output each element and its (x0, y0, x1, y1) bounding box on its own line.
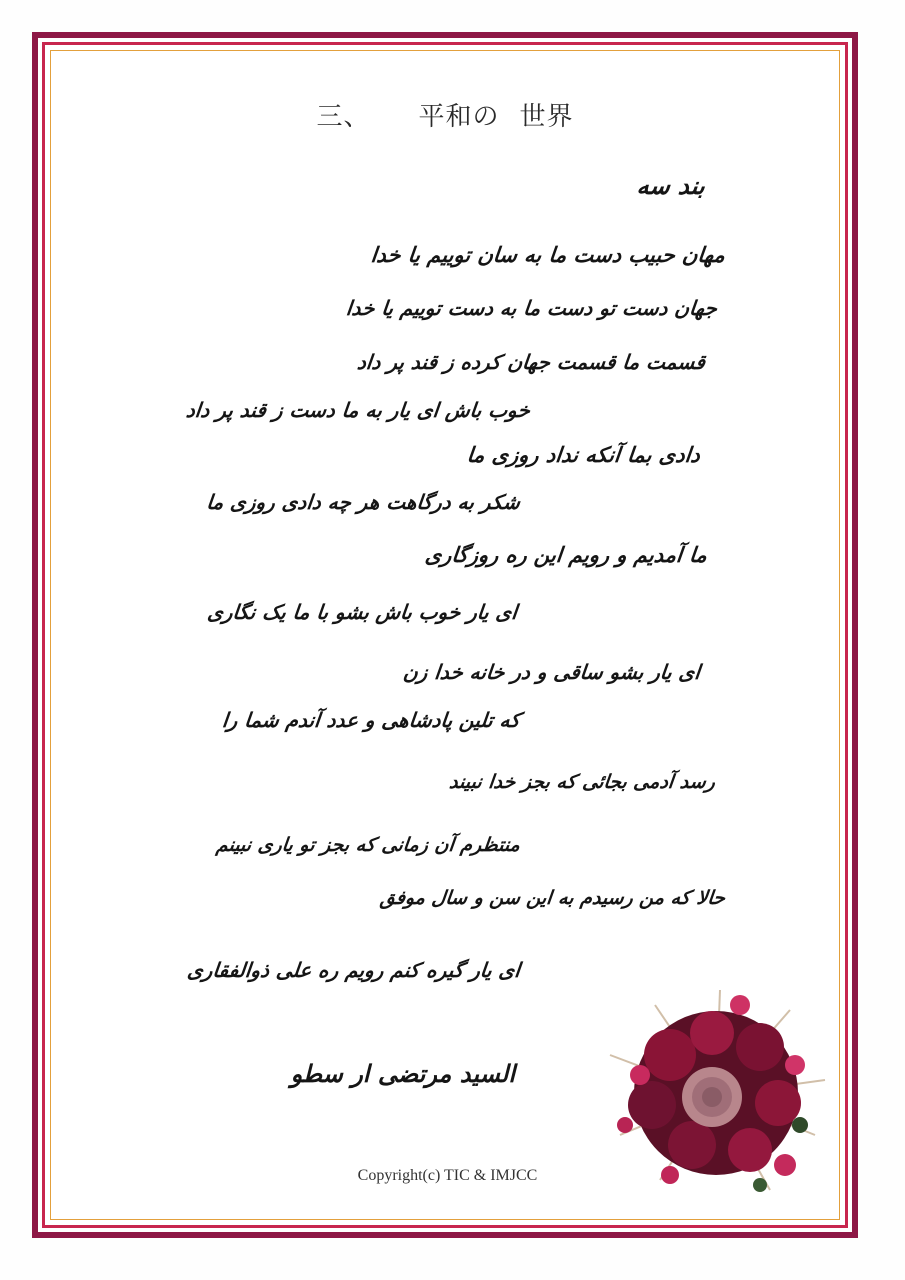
poem-line: ای یار بشو ساقی و در خانه خدا زن (401, 660, 702, 684)
poem-line: جهان دست تو دست ما به دست توییم یا خدا (344, 296, 719, 320)
poem-line: ای یار خوب باش بشو با ما یک نگاری (206, 600, 519, 624)
poem-line: ای یار گیره کنم رویم ره علی ذوالفقاری (186, 958, 522, 982)
poem-line: منتظرم آن زمانی که بجز تو یاری نبینم (214, 834, 522, 856)
poem-line: خوب باش ای یار به ما دست ز قند پر داد (184, 398, 532, 422)
poem-line: که تلین پادشاهی و عدد آندم شما را (221, 708, 522, 732)
title-word-1: 平和の (418, 102, 500, 132)
title-word-2: 世界 (519, 102, 574, 132)
poem-line: دادی بما آنکه نداد روزی ما (465, 443, 702, 467)
copyright-text: Copyright(c) TIC & IMJCC (357, 1167, 538, 1184)
poem-line: رسد آدمی بجائی که بجز خدا نبیند (448, 771, 717, 793)
poem-line: شکر به درگاهت هر چه دادی روزی ما (205, 490, 522, 514)
poem-line: ما آمدیم و رویم این ره روزگاری (423, 543, 709, 567)
poem-heading: بند سه (635, 172, 707, 200)
signature: السید مرتضی ار سطو (290, 1060, 515, 1088)
poem-line: حالا که من رسیدم به این سن و سال موفق (379, 887, 727, 909)
poem-line: مهان حبیب دست ما به سان توییم یا خدا (369, 243, 727, 267)
poem-line: قسمت ما قسمت جهان کرده ز قند پر داد (355, 350, 707, 374)
title-number: 三、 (316, 102, 371, 132)
